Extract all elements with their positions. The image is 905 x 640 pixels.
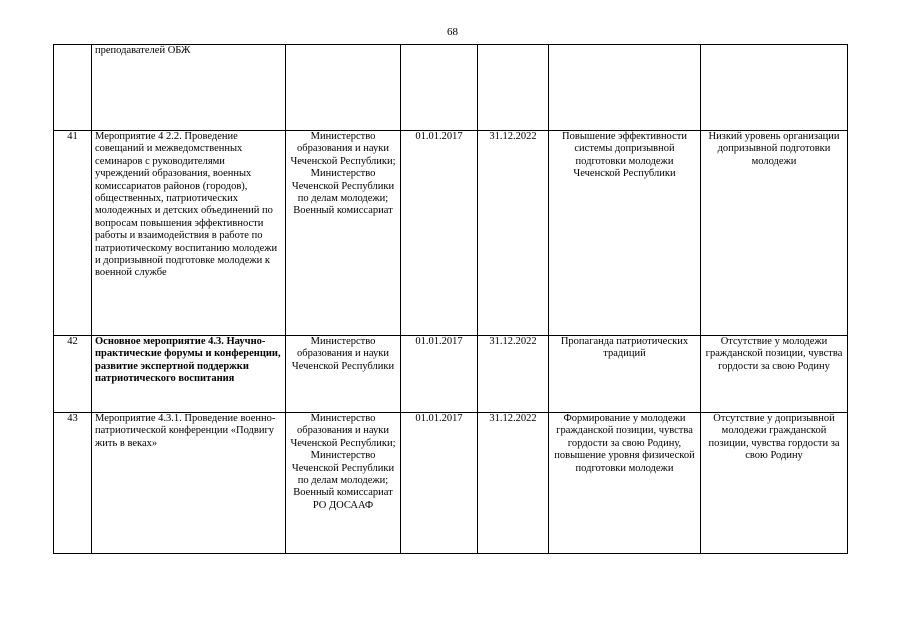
measure-name-cell: Основное мероприятие 4.3. Научно-практические форумы и конференции, развитие экспертной поддержки патриотического воспитания xyxy=(92,336,286,413)
table-row xyxy=(54,336,848,413)
executor-extra-text: РО ДОСААФ xyxy=(312,499,374,511)
result-cell: Повышение эффективности системы допризывной подготовки молодежи Чеченской Республики xyxy=(549,131,701,336)
measure-name-cell: Мероприятие 4 2.2. Проведение совещаний и межведомственных семинаров с руководителями учреждений образования, военных комиссариатов районов (городов), общественных, патриотических молодежных и детских объединений по вопросам повышения эффективности работы и взаимодействия в работе по патриотическому воспитанию молодежи и допризывной подготовке молодежи к военной службе xyxy=(92,131,286,336)
page-number: 68 xyxy=(447,26,458,38)
risk-cell: Отсутствие у молодежи гражданской позиции, чувства гордости за свою Родину xyxy=(701,336,848,413)
end-date-cell: 31.12.2022 xyxy=(478,336,549,413)
executor-cell xyxy=(286,413,401,554)
risk-cell: Отсутствие у допризывной молодежи гражданской позиции, чувства гордости за свою Родину xyxy=(701,413,848,554)
risk-cell: Низкий уровень организации допризывной подготовки молодежи xyxy=(701,131,848,336)
result-cell: Формирование у молодежи гражданской позиции, чувства гордости за свою Родину, повышение уровня физической подготовки молодежи xyxy=(549,413,701,554)
measures-table xyxy=(53,44,848,554)
risk-cell xyxy=(701,45,848,131)
result-cell: Пропаганда патриотических традиций xyxy=(549,336,701,413)
start-date-cell xyxy=(401,45,478,131)
executor-cell: Министерство образования и науки Чеченской Республики; Министерство Чеченской Республики по делам молодежи; Военный комиссариат xyxy=(286,131,401,336)
table-row xyxy=(54,131,848,336)
end-date-cell xyxy=(478,45,549,131)
start-date-cell: 01.01.2017 xyxy=(401,131,478,336)
row-number-cell: 43 xyxy=(54,413,92,554)
end-date-cell: 31.12.2022 xyxy=(478,413,549,554)
measure-name-cell: преподавателей ОБЖ xyxy=(92,45,286,131)
table-row xyxy=(54,45,848,131)
executor-cell: Министерство образования и науки Чеченской Республики xyxy=(286,336,401,413)
row-number-cell: 42 xyxy=(54,336,92,413)
measure-name-cell: Мероприятие 4.3.1. Проведение военно-патриотической конференции «Подвигу жить в веках» xyxy=(92,413,286,554)
table-row xyxy=(54,413,848,554)
start-date-cell: 01.01.2017 xyxy=(401,413,478,554)
end-date-cell: 31.12.2022 xyxy=(478,131,549,336)
row-number-cell xyxy=(54,45,92,131)
executor-cell xyxy=(286,45,401,131)
result-cell xyxy=(549,45,701,131)
start-date-cell: 01.01.2017 xyxy=(401,336,478,413)
row-number-cell: 41 xyxy=(54,131,92,336)
executor-text: Министерство образования и науки Чеченской Республики; Министерство Чеченской Республики по делам молодежи; Военный комиссариат xyxy=(290,413,396,499)
